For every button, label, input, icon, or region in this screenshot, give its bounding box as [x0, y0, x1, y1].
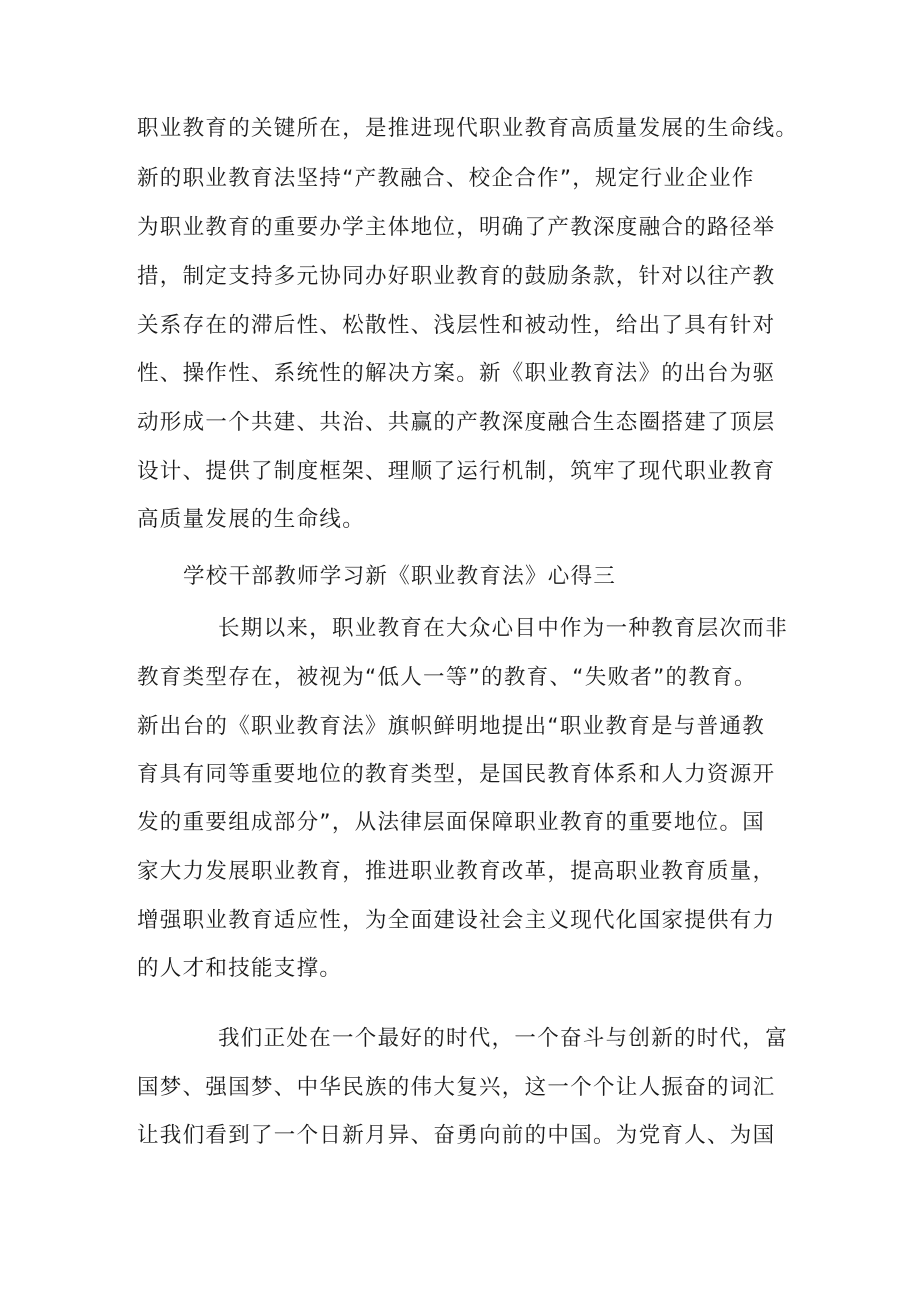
paragraph-line: 动形成一个共建、共治、共赢的产教深度融合生态圈搭建了顶层	[137, 410, 776, 435]
paragraph-line: 职业教育的关键所在，是推进现代职业教育高质量发展的生命线。	[137, 116, 799, 141]
paragraph-line: 家大力发展职业教育，推进职业教育改革，提高职业教育质量，	[137, 859, 776, 884]
paragraph-line: 增强职业教育适应性，为全面建设社会主义现代化国家提供有力	[137, 908, 776, 933]
paragraph-line: 新的职业教育法坚持“产教融合、校企合作”，规定行业企业作	[137, 166, 755, 191]
paragraph-line: 设计、提供了制度框架、理顺了运行机制，筑牢了现代职业教育	[137, 459, 776, 484]
paragraph-line: 关系存在的滞后性、松散性、浅层性和被动性，给出了具有针对	[137, 313, 776, 338]
paragraph-line: 教育类型存在，被视为“低人一等”的教育、“失败者”的教育。	[137, 665, 757, 690]
paragraph-line: 新出台的《职业教育法》旗帜鲜明地提出“职业教育是与普通教	[137, 714, 766, 739]
section-title: 学校干部教师学习新《职业教育法》心得三	[183, 564, 617, 589]
paragraph-line: 为职业教育的重要办学主体地位，明确了产教深度融合的路径举	[137, 215, 776, 240]
paragraph-line: 的人才和技能支撑。	[137, 956, 343, 981]
paragraph-line: 长期以来，职业教育在大众心目中作为一种教育层次而非	[218, 616, 789, 641]
paragraph-line: 发的重要组成部分”，从法律层面保障职业教育的重要地位。国	[137, 810, 766, 835]
paragraph-line: 措，制定支持多元协同办好职业教育的鼓励条款，针对以往产教	[137, 264, 776, 289]
paragraph-line: 育具有同等重要地位的教育类型，是国民教育体系和人力资源开	[137, 762, 776, 787]
paragraph-line: 高质量发展的生命线。	[137, 507, 366, 532]
paragraph-line: 让我们看到了一个日新月异、奋勇向前的中国。为党育人、为国	[137, 1123, 776, 1148]
paragraph-line: 国梦、强国梦、中华民族的伟大复兴，这一个个让人振奋的词汇	[137, 1075, 776, 1100]
paragraph-line: 我们正处在一个最好的时代，一个奋斗与创新的时代，富	[218, 1026, 789, 1051]
paragraph-line: 性、操作性、系统性的解决方案。新《职业教育法》的出台为驱	[137, 361, 776, 386]
